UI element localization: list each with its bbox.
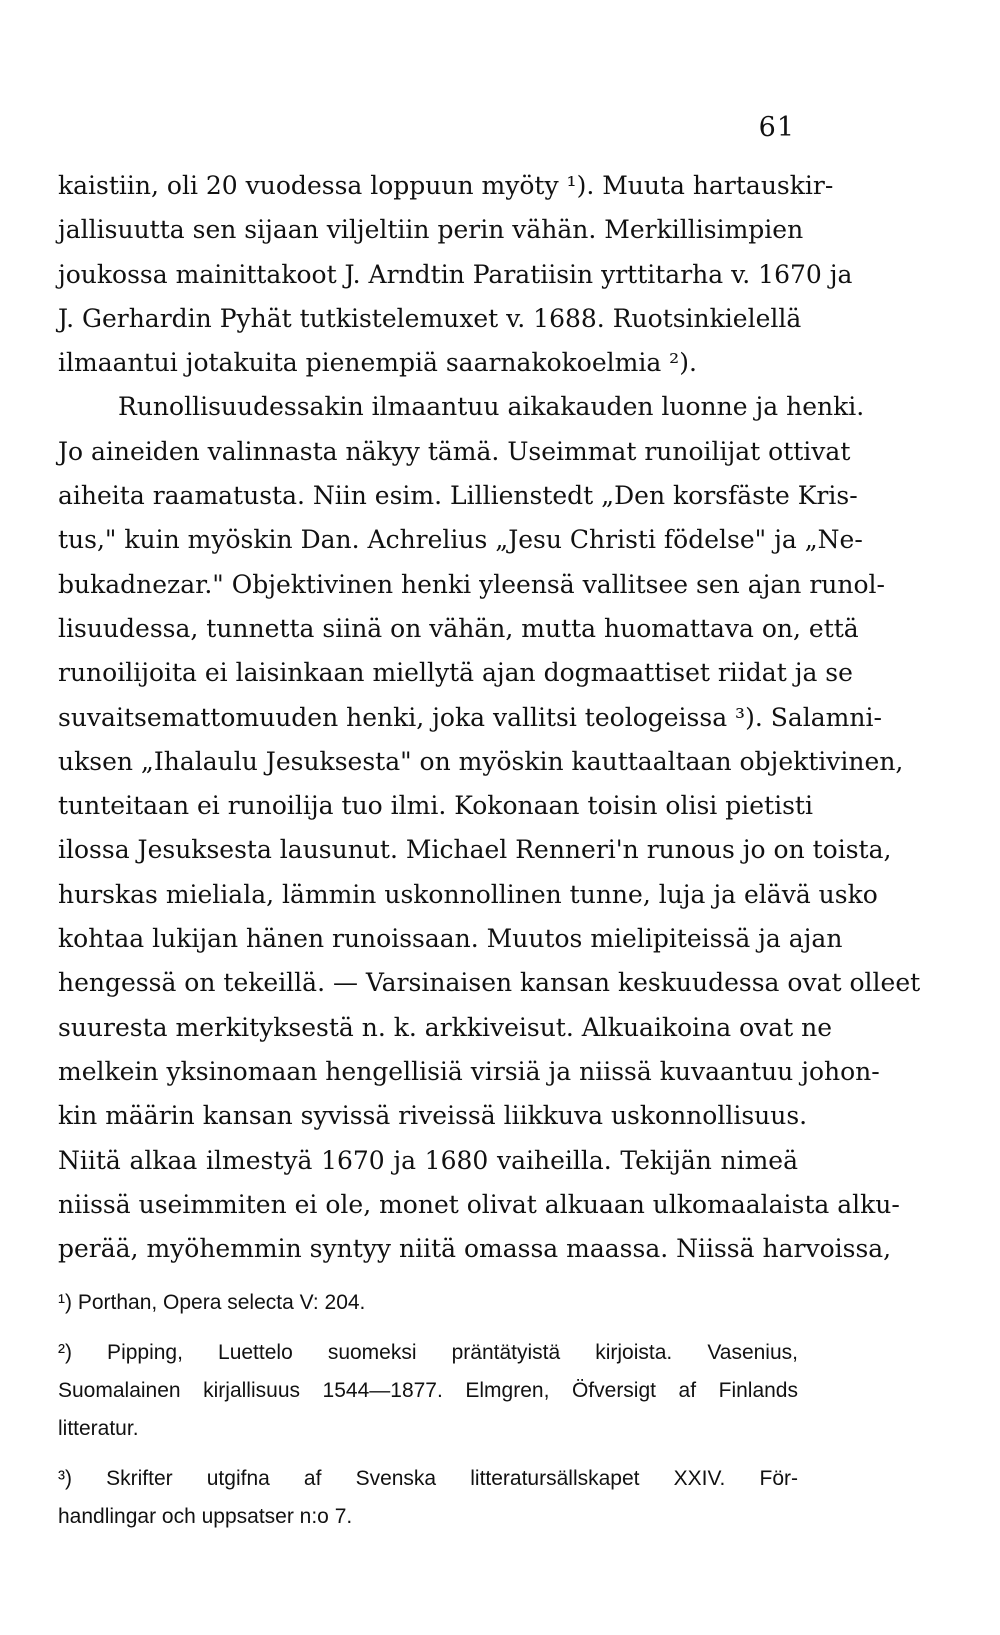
text-line: ilmaantui jotakuita pienempiä saarnakokoelmia ²). [58, 348, 697, 378]
text-line: perää, myöhemmin syntyy niitä omassa maassa. Niissä harvoissa, [58, 1234, 892, 1264]
text-line: suvaitsemattomuuden henki, joka vallitsi teologeissa ³). Salamni- [58, 702, 882, 732]
text-line: runoilijoita ei laisinkaan miellytä ajan dogmaattiset riidat ja se [58, 658, 853, 688]
text-line: kin määrin kansan syvissä riveissä liikkuva uskonnollisuus. [58, 1101, 808, 1131]
text-line: Niitä alkaa ilmestyä 1670 ja 1680 vaiheilla. Tekijän nimeä [58, 1145, 798, 1175]
text-line: suuresta merkityksestä n. k. arkkiveisut. Alkuaikoina ovat ne [58, 1012, 833, 1042]
footnotes [58, 1284, 798, 1536]
page-number: 61 [758, 112, 795, 143]
footnote-2-line: ²) Pipping, Luettelo suomeksi präntätyistä kirjoista. Vasenius, [58, 1341, 798, 1364]
text-line: tus," kuin myöskin Dan. Achrelius „Jesu Christi födelse" ja „Ne- [58, 525, 863, 555]
text-line: uksen „Ihalaulu Jesuksesta" on myöskin kauttaaltaan objektivinen, [58, 746, 904, 776]
text-line: joukossa mainittakoot J. Arndtin Paratiisin yrttitarha v. 1670 ja [58, 259, 853, 289]
text-line: lisuudessa, tunnetta siinä on vähän, mutta huomattava on, että [58, 613, 859, 643]
footnote-3-line: ³) Skrifter utgifna af Svenska litteratursällskapet XXIV. För- [58, 1467, 798, 1490]
text-line: J. Gerhardin Pyhät tutkistelemuxet v. 1688. Ruotsinkielellä [58, 303, 802, 333]
text-line: tunteitaan ei runoilija tuo ilmi. Kokonaan toisin olisi pietisti [58, 791, 813, 821]
text-line: aiheita raamatusta. Niin esim. Lillienstedt „Den korsfäste Kris- [58, 481, 858, 511]
footnote-3-line: handlingar och uppsatser n:o 7. [58, 1505, 353, 1528]
text-line: jallisuutta sen sijaan viljeltiin perin vähän. Merkillisimpien [58, 215, 804, 245]
text-line: Jo aineiden valinnasta näkyy tämä. Useimmat runoilijat ottivat [58, 436, 851, 466]
text-line: bukadnezar." Objektivinen henki yleensä vallitsee sen ajan runol- [58, 569, 885, 599]
text-line: melkein yksinomaan hengellisiä virsiä ja niissä kuvaantuu johon- [58, 1056, 880, 1086]
text-line: niissä useimmiten ei ole, monet olivat alkuaan ulkomaalaista alku- [58, 1189, 900, 1219]
body-text [58, 164, 921, 1271]
text-line: Runollisuudessakin ilmaantuu aikakauden luonne ja henki. [118, 392, 865, 422]
text-line: ilossa Jesuksesta lausunut. Michael Renneri'n runous jo on toista, [58, 835, 892, 865]
text-line: hurskas mieliala, lämmin uskonnollinen tunne, luja ja elävä usko [58, 879, 878, 909]
text-line: hengessä on tekeillä. — Varsinaisen kansan keskuudessa ovat olleet [58, 968, 921, 998]
footnote-2-line: Suomalainen kirjallisuus 1544—1877. Elmgren, Öfversigt af Finlands [58, 1379, 798, 1402]
text-line: kohtaa lukijan hänen runoissaan. Muutos mielipiteissä ja ajan [58, 924, 843, 954]
text-line: kaistiin, oli 20 vuodessa loppuun myöty ¹). Muuta hartauskir- [58, 171, 834, 200]
footnote-2-line: litteratur. [58, 1417, 139, 1440]
footnote-1: ¹) Porthan, Opera selecta V: 204. [58, 1291, 366, 1314]
